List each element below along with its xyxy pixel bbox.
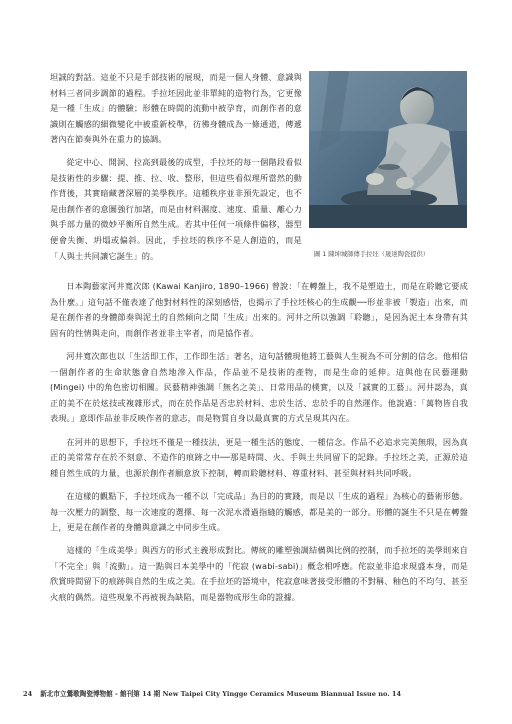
body-paragraph: 從定中心、開洞、拉高到最後的成型，手拉坯的每一個階段看似是技術性的步驟：提、推、拉、收、整形，但這些看似理所當然的動作背後，其實暗藏著深層的美學秩序。這種秩序並非預先設定，也不是由創作者的意圖強行加諸，而是由材料濕度、速度、重量、離心力與手部力量的微妙平衡所自然生成。若其中任何一項條件偏移，器型便會失衡、坍塌或偏斜。因此，手拉坯的秩序不是人創造的，而是「人與土共同讓它誕生」的。	[50, 156, 302, 261]
body-paragraph: 在這樣的觀點下，手拉坯成為一種不以「完成品」為目的的實踐，而是以「生成的過程」為核心的藝術形態。每一次壓力的調整、每一次速度的選擇、每一次泥水滑過指縫的觸感，都是美的一部分。形體的誕生不只是在轉盤上，更是在創作者的身體與意識之中同步生成。	[50, 490, 468, 533]
page-footer	[23, 688, 401, 698]
potter-at-wheel-photo	[309, 71, 467, 228]
body-paragraph: 河井寬次郎也以「生活即工作，工作即生活」著名，這句話體現他將工藝與人生視為不可分割的信念。他相信一個創作者的生命狀態會自然地滲入作品，作品並不是技術的產物，而是生命的延伸。這與他在民藝運動 (Mingei) 中的角色密切相關。民藝精神強調「無名之美」、日常用品的樸實，以及「誠實的工藝」。河井認為，真正的美不在於炫技或複雜形式，而在於作品是否忠於材料、忠於生活、忠於手的自然運作。他說過：「萬物皆自我表現。」意即作品並非反映作者的意志，而是物質自身以最真實的方式呈現其內在。	[50, 350, 468, 424]
photo-caption: 圖 1 陳坤城師傳手拉坯（晟達陶瓷提供）	[314, 251, 430, 258]
body-paragraph: 日本陶藝家河井寬次郎 (Kawai Kanjiro, 1890–1966) 曾說：「在轉盤上，我不是塑造土，而是在聆聽它要成為什麼。」這句話不僅表達了他對材料性的深刻感悟，也揭示了手拉坯核心的生成觀──形並非被「製造」出來，而是在創作者的身體節奏與泥土的自然傾向之間「生成」出來的。河井之所以強調「聆聽」，是因為泥土本身帶有其固有的性情與走向，而創作者並非主宰者，而是協作者。	[50, 281, 468, 338]
full-width-text-column	[50, 279, 468, 606]
body-paragraph: 在河井的思想下，手拉坯不僅是一種技法，更是一種生活的態度、一種信念。作品不必追求完美無瑕，因為真正的美常常存在於不刻意、不造作的痕跡之中──那是時間、火、手與土共同留下的記錄。手拉坯之美，正源於這種自然生成的力量，也源於創作者願意放下控制，轉而聆聽材料、尊重材料、甚至與材料共同呼吸。	[50, 436, 468, 478]
page-number: 24	[23, 690, 33, 698]
body-paragraph: 這樣的「生成美學」與西方的形式主義形成對比。傳統的雕塑強調結構與比例的控制，而手拉坯的美學則來自「不完全」與「流動」。這一點與日本美學中的「侘寂 (wabi-sabi)」概念相呼應。侘寂並非追求現盛本身，而是欣賞時間留下的痕跡與自然的生成之美。在手拉坯的語境中，侘寂意味著接受形體的不對稱、釉色的不均勻、甚至火痕的偶然。這些現象不再被視為缺陷，而是器物成形生命的證據。	[50, 545, 468, 603]
publication-title: 新北市立鶯歌陶瓷博物館 - 館刊第 14 期 New Taipei City Yingge Ceramics Museum Biannual Issue no. 14	[40, 690, 402, 698]
top-text-column	[50, 70, 302, 264]
photo-illustration	[309, 71, 467, 228]
body-paragraph: 坦誠的對話。這並不只是手部技術的展現，而是一個人身體、意識與材料三者同步調節的過程。手拉坯因此並非單純的造物行為，它更像是一種「生成」的體驗；形體在時間的流動中被孕育，而創作者的意識則在觸感的細微變化中被重新校準，彷彿身體成為一條通道，傳遞著內在節奏與外在重力的協調。	[50, 72, 302, 145]
